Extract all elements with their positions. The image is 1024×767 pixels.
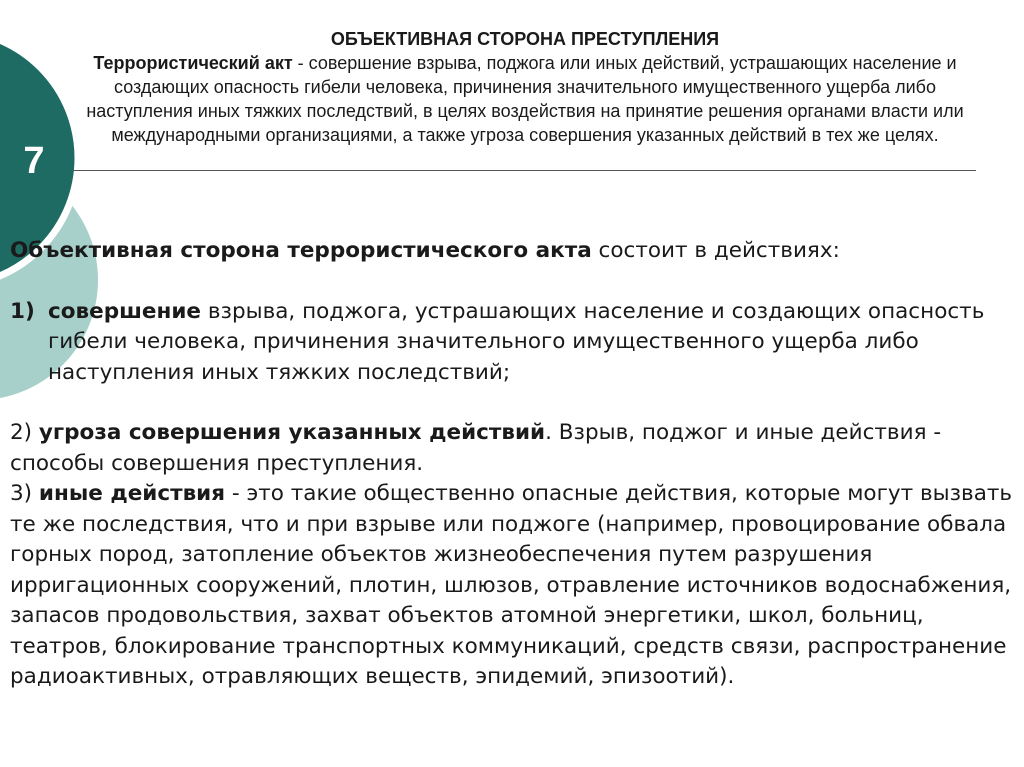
intro-paragraph (10, 236, 1015, 267)
divider-line (72, 170, 976, 171)
list-item-1-number: 1) (10, 298, 35, 324)
list-item-3-number: 3) (10, 481, 33, 506)
list-item-2-text: . Взрыв, поджог и иные действия - способы совершения преступления. (10, 420, 942, 476)
slide-header (60, 27, 990, 147)
definition (60, 51, 990, 147)
list-item-1-term: совершение (48, 298, 202, 324)
list-item-1-text: взрыва, поджога, устрашающих население и создающих опасность гибели человека, причинения значительного имущественного ущерба либо наступления иных тяжких последствий; (48, 298, 985, 385)
list-item-3-term: иные действия (38, 481, 226, 506)
slide-number: 7 (23, 140, 45, 182)
list-item-1-content (48, 297, 1015, 389)
slide-body (10, 236, 1015, 693)
list-item-3 (10, 479, 1015, 693)
list-item-1 (10, 297, 1015, 389)
definition-term: Террористический акт (93, 53, 293, 73)
list-item-3-text: - это такие общественно опасные действия, которые могут вызвать те же последствия, что и при взрыве или поджоге (например, провоцирование обвала горных пород, затопление объектов жизнеобеспечения путем разрушения ирригационных сооружений, плотин, шлюзов, отравление источников водоснабжения, запасов продовольствия, захват объектов атомной энергетики, школ, больниц, театров, блокирование транспортных коммуникаций, средств связи, распространение радиоактивных, отравляющих веществ, эпидемий, эпизоотий). (10, 481, 1013, 689)
slide-title: ОБЪЕКТИВНАЯ СТОРОНА ПРЕСТУПЛЕНИЯ (330, 29, 720, 49)
list-item-2-number: 2) (10, 420, 33, 445)
intro-bold: Объективная сторона террористического акта (10, 238, 592, 263)
list-item-2 (10, 418, 1015, 479)
intro-rest: состоит в действиях: (591, 238, 840, 263)
definition-text: - совершение взрыва, поджога или иных действий, устрашающих население и создающих опасность гибели человека, причинения значительного имущественного ущерба либо наступления иных тяжких последствий, в целях воздействия на принятие решения органами власти или международными организациями, а также угроза совершения указанных действий в тех же целях. (86, 53, 964, 145)
list-item-2-term: угроза совершения указанных действий (38, 420, 546, 445)
